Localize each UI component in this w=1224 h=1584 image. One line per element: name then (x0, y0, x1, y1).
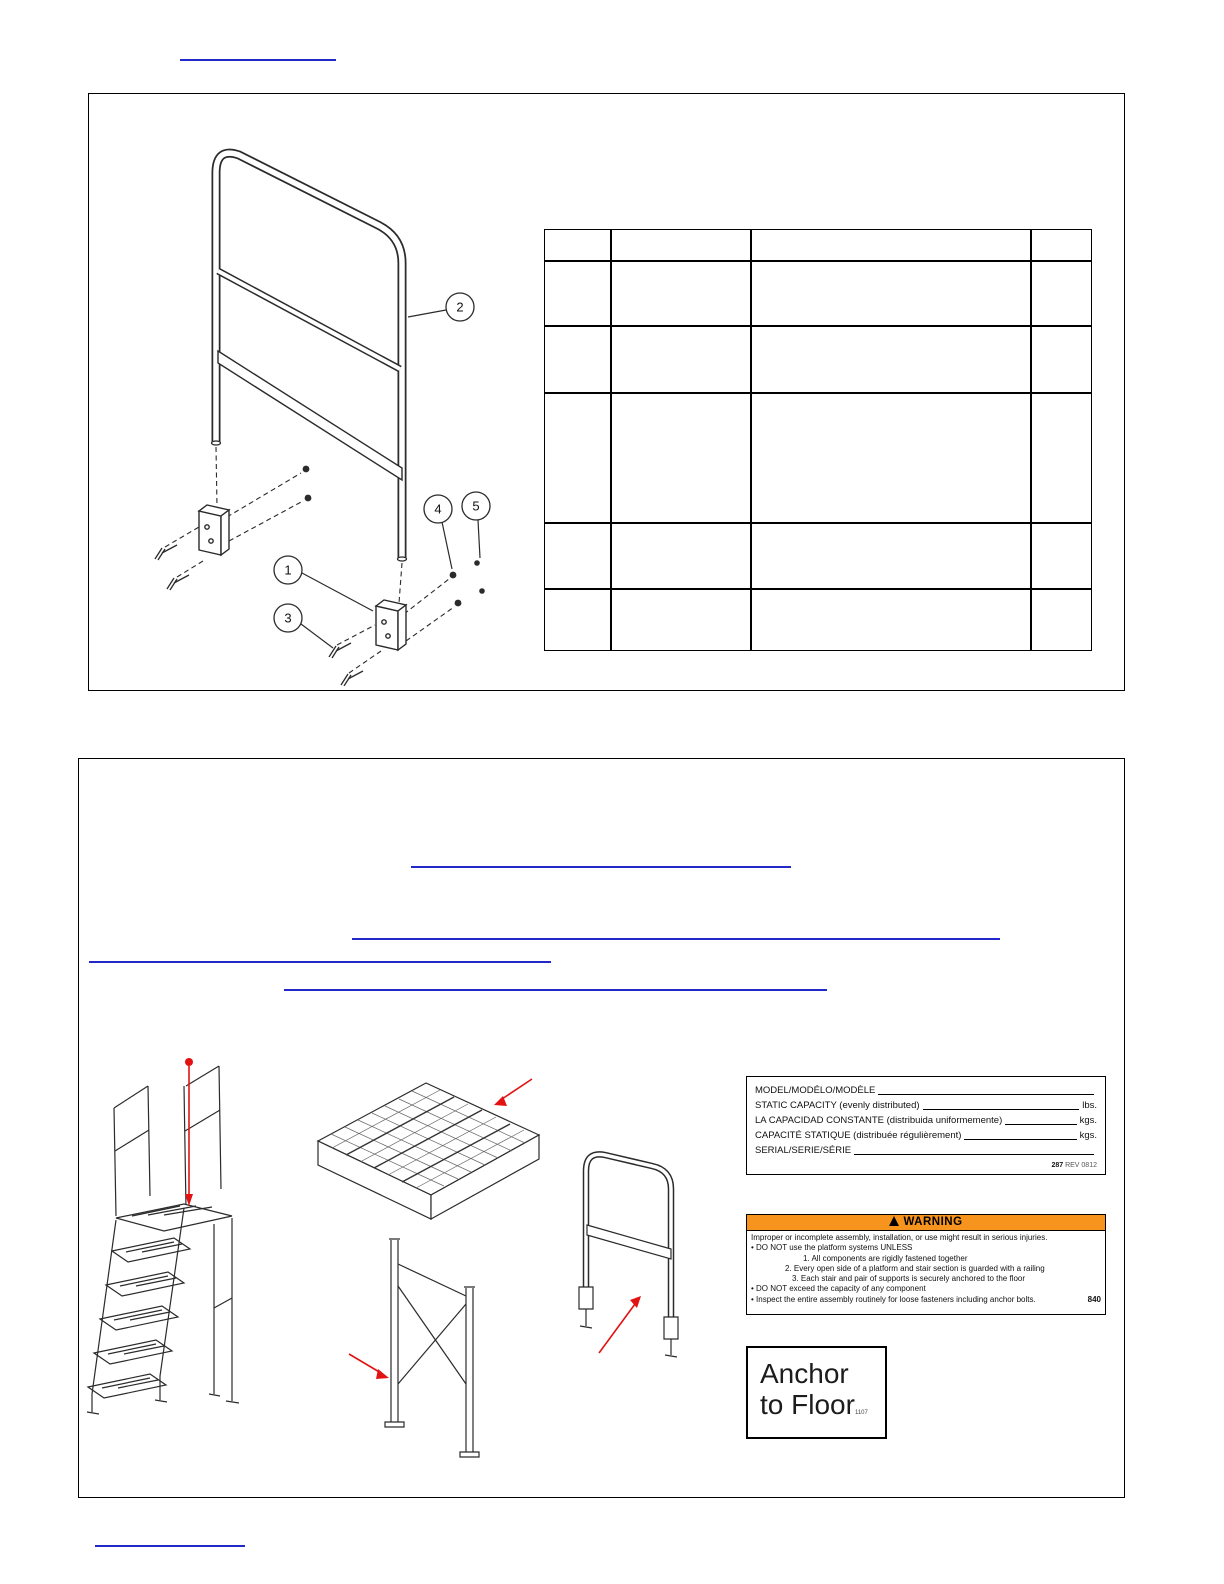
warning-line: Improper or incomplete assembly, installation, or use might result in serious injuries. (751, 1233, 1048, 1242)
red-pointer-stairs (185, 1058, 193, 1206)
parts-table-row-divider (545, 522, 1091, 524)
serial-blank-line (854, 1154, 1094, 1155)
anchor-line-2-text: to Floor (760, 1389, 855, 1420)
hyperlink-instruction-3[interactable] (284, 976, 827, 991)
parts-table-row-divider (545, 588, 1091, 590)
svg-text:3: 3 (284, 610, 292, 626)
capacite-unit: kgs. (1079, 1130, 1097, 1141)
red-pointer-handrail (599, 1296, 641, 1353)
support-frame-diagram (341, 1226, 516, 1461)
warning-line: 1. All components are rigidly fastened together (803, 1253, 968, 1263)
callout-3 (274, 604, 333, 648)
static-capacity-line (755, 1098, 1097, 1113)
static-capacity-blank-line (923, 1109, 1080, 1110)
red-pointer-platform (494, 1079, 532, 1106)
handrail-section-brackets (579, 1287, 678, 1357)
capacidad-blank-line (1005, 1124, 1076, 1125)
parts-table-column-divider (1030, 230, 1032, 650)
warning-line: 2. Every open side of a platform and stair section is guarded with a railing (785, 1263, 1045, 1273)
parts-table-column-divider (610, 230, 612, 650)
svg-text:2: 2 (456, 299, 464, 315)
parts-table-row-divider (545, 325, 1091, 327)
warning-code: 840 (1087, 1294, 1101, 1304)
svg-text:5: 5 (472, 498, 480, 514)
model-line (755, 1083, 1097, 1098)
svg-text:4: 4 (434, 501, 442, 517)
doc-number: 287 (1051, 1162, 1064, 1169)
handrail-section-diagram (559, 1129, 714, 1364)
platform-grating-diagram (306, 1073, 551, 1243)
capacidad-line (755, 1113, 1097, 1128)
parts-diagram-panel (88, 93, 1125, 691)
stair-steps (88, 1238, 190, 1398)
doc-revision: REV 0812 (1065, 1162, 1097, 1169)
capacity-label-plate (746, 1076, 1106, 1175)
capacite-blank-line (964, 1139, 1076, 1140)
assembly-dashed-lines (165, 447, 454, 673)
support-frame-braces (398, 1264, 466, 1384)
support-frame-posts (385, 1239, 479, 1457)
warning-box (746, 1214, 1106, 1315)
anchor-to-floor-plate (746, 1346, 887, 1439)
mounting-bracket-right (376, 600, 406, 650)
handrail-section-frame (586, 1154, 671, 1317)
assembly-instructions-panel (78, 758, 1125, 1498)
nuts-and-washers (303, 466, 485, 607)
warning-triangle-icon (889, 1216, 899, 1226)
capacidad-unit: kgs. (1079, 1115, 1097, 1126)
anchor-line-2 (760, 1389, 885, 1429)
model-label: MODEL/MODÉLO/MODÈLE (755, 1085, 876, 1096)
stair-unit-diagram (86, 1046, 296, 1426)
warning-line-text: • Inspect the entire assembly routinely for loose fasteners including anchor bolts. (751, 1294, 1036, 1304)
warning-line: • DO NOT use the platform systems UNLESS (751, 1243, 913, 1253)
static-capacity-unit: lbs. (1082, 1100, 1097, 1111)
warning-line: 3. Each stair and pair of supports is securely anchored to the floor (792, 1274, 1026, 1284)
warning-line (751, 1295, 1101, 1305)
callout-5 (462, 492, 490, 558)
callout-2 (408, 293, 474, 321)
anchor-plate-code: 1107 (854, 1410, 868, 1416)
mounting-bracket-left (199, 505, 229, 555)
hyperlink-instruction-1[interactable] (411, 853, 791, 868)
stair-handrails (114, 1066, 221, 1216)
parts-table (544, 229, 1092, 651)
capacite-label: CAPACITÉ STATIQUE (distribuée régulièrement) (755, 1130, 962, 1141)
static-capacity-label: STATIC CAPACITY (evenly distributed) (755, 1100, 920, 1111)
label-plate-footnote (755, 1161, 1097, 1170)
warning-line: • DO NOT exceed the capacity of any component (751, 1284, 926, 1294)
hyperlink-top[interactable] (180, 46, 336, 61)
flathead-screws-left (155, 545, 189, 590)
handrail-exploded-diagram (101, 111, 521, 686)
warning-body (747, 1231, 1105, 1306)
svg-text:1: 1 (284, 562, 292, 578)
anchor-line-1: Anchor (760, 1358, 849, 1389)
parts-table-column-divider (750, 230, 752, 650)
capacidad-label: LA CAPACIDAD CONSTANTE (distribuida uniformemente) (755, 1115, 1003, 1126)
warning-header (747, 1215, 1105, 1231)
parts-table-row-divider (545, 392, 1091, 394)
callout-1 (274, 556, 373, 611)
red-pointer-frame (349, 1354, 389, 1379)
capacite-line (755, 1128, 1097, 1143)
warning-title: WARNING (903, 1216, 963, 1228)
hyperlink-instruction-2[interactable] (352, 925, 1000, 940)
serial-line (755, 1143, 1097, 1158)
hyperlink-instruction-2-wrap[interactable] (89, 948, 551, 963)
hyperlink-bottom[interactable] (95, 1532, 245, 1547)
callout-4 (424, 495, 452, 569)
parts-table-row-divider (545, 260, 1091, 262)
model-blank-line (878, 1094, 1094, 1095)
flathead-screws-right (329, 643, 363, 686)
serial-label: SERIAL/SERIE/SÉRIE (755, 1145, 852, 1156)
